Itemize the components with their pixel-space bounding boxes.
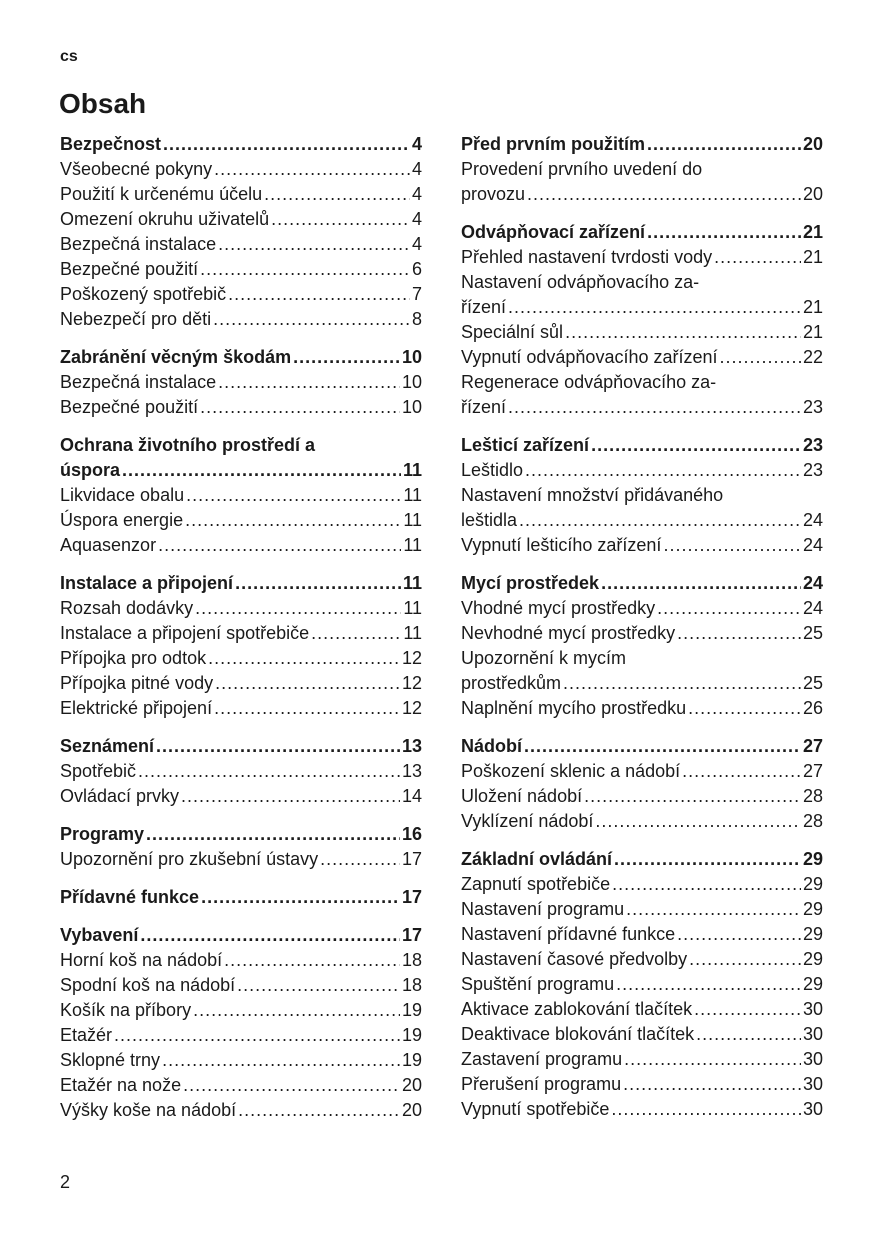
toc-entry[interactable] — [60, 646, 422, 671]
dot-leader — [140, 923, 400, 948]
dot-leader — [616, 972, 801, 997]
dot-leader — [626, 897, 801, 922]
toc-entry-page: 28 — [802, 811, 823, 831]
toc-entry-page: 19 — [401, 1000, 422, 1020]
toc-entry[interactable] — [461, 458, 823, 483]
toc-entry-label: Nastavení časové předvolby — [461, 949, 688, 969]
toc-entry-label: Instalace a připojení — [60, 573, 234, 593]
toc-entry-label: řízení — [461, 397, 507, 417]
toc-entry[interactable] — [60, 1023, 422, 1048]
toc-entry-page: 20 — [802, 134, 823, 154]
dot-leader — [271, 207, 410, 232]
toc-entry-page: 11 — [403, 623, 422, 643]
toc-entry-page: 30 — [802, 999, 823, 1019]
toc-entry-label: Horní koš na nádobí — [60, 950, 223, 970]
toc-entry-page: 6 — [411, 259, 422, 279]
dot-leader — [122, 458, 401, 483]
toc-entry-page: 11 — [403, 535, 422, 555]
toc-entry-label: Uložení nádobí — [461, 786, 583, 806]
toc-entry[interactable] — [461, 671, 823, 696]
toc-entry-page: 29 — [802, 974, 823, 994]
toc-entry[interactable] — [461, 295, 823, 320]
toc-entry[interactable] — [60, 621, 422, 646]
dot-leader — [595, 809, 801, 834]
dot-leader — [114, 1023, 400, 1048]
toc-section — [60, 734, 422, 809]
toc-section — [60, 923, 422, 1123]
toc-entry-label: Bezpečná instalace — [60, 372, 217, 392]
toc-entry[interactable] — [60, 1073, 422, 1098]
toc-entry[interactable] — [60, 182, 422, 207]
toc-entry-page: 18 — [401, 950, 422, 970]
dot-leader — [624, 1047, 801, 1072]
toc-entry[interactable] — [60, 307, 422, 332]
toc-entry-label: Vyklízení nádobí — [461, 811, 594, 831]
toc-entry-label: leštidla — [461, 510, 518, 530]
toc-entry[interactable] — [461, 621, 823, 646]
toc-entry-label: Aquasenzor — [60, 535, 157, 555]
toc-entry-page: 19 — [401, 1050, 422, 1070]
toc-entry-label: Přípojka pro odtok — [60, 648, 207, 668]
toc-entry-page: 11 — [403, 485, 422, 505]
toc-entry-page: 4 — [411, 209, 422, 229]
toc-entry-label: Přídavné funkce — [60, 887, 200, 907]
toc-section-heading-line: Ochrana životního prostředí a — [60, 435, 316, 455]
toc-entry-page: 30 — [802, 1049, 823, 1069]
toc-entry-label: Výšky koše na nádobí — [60, 1100, 237, 1120]
toc-entry-line: Regenerace odvápňovacího za- — [461, 372, 717, 392]
toc-entry[interactable] — [461, 1022, 823, 1047]
toc-entry-label: Spodní koš na nádobí — [60, 975, 236, 995]
dot-leader — [293, 345, 400, 370]
dot-leader — [647, 220, 801, 245]
toc-section — [461, 571, 823, 721]
toc-section — [461, 847, 823, 1122]
toc-entry[interactable] — [60, 157, 422, 182]
toc-entry-page: 10 — [401, 372, 422, 392]
toc-section-heading[interactable] — [60, 132, 422, 157]
toc-entry-page: 25 — [802, 623, 823, 643]
dot-leader — [611, 1097, 801, 1122]
toc-entry[interactable] — [60, 998, 422, 1023]
toc-entry-label: Bezpečné použití — [60, 397, 199, 417]
dot-leader — [215, 671, 400, 696]
toc-entry-label: Základní ovládání — [461, 849, 613, 869]
toc-entry-page: 28 — [802, 786, 823, 806]
dot-leader — [208, 646, 400, 671]
dot-leader — [181, 784, 400, 809]
toc-entry-label: prostředkům — [461, 673, 562, 693]
toc-entry[interactable] — [60, 257, 422, 282]
toc-entry-line: Nastavení množství přidávaného — [461, 485, 724, 505]
toc-entry-label: Aktivace zablokování tlačítek — [461, 999, 693, 1019]
toc-entry-page: 12 — [401, 698, 422, 718]
toc-entry[interactable] — [461, 182, 823, 207]
dot-leader — [186, 483, 401, 508]
toc-entry[interactable] — [461, 508, 823, 533]
toc-entry-label: Vhodné mycí prostředky — [461, 598, 656, 618]
toc-entry-label: Bezpečná instalace — [60, 234, 217, 254]
toc-entry-page: 4 — [411, 134, 422, 154]
toc-entry-page: 23 — [802, 435, 823, 455]
dot-leader — [264, 182, 410, 207]
toc-entry-label: Speciální sůl — [461, 322, 564, 342]
dot-leader — [218, 232, 410, 257]
toc-entry-page: 24 — [802, 535, 823, 555]
toc-entry-label: Vypnutí lešticího zařízení — [461, 535, 662, 555]
toc-entry-line: Nastavení odvápňovacího za- — [461, 272, 700, 292]
toc-entry-page: 11 — [402, 573, 422, 593]
dot-leader — [565, 320, 801, 345]
dot-leader — [235, 571, 401, 596]
toc-entry-label: Všeobecné pokyny — [60, 159, 213, 179]
toc-entry[interactable] — [60, 483, 422, 508]
dot-leader — [647, 132, 801, 157]
toc-entry-label: Leštidlo — [461, 460, 524, 480]
toc-entry-line: Upozornění k mycím — [461, 648, 627, 668]
toc-entry[interactable] — [461, 922, 823, 947]
dot-leader — [689, 947, 801, 972]
toc-entry-label: Zabránění věcným škodám — [60, 347, 292, 367]
dot-leader — [612, 872, 801, 897]
toc-entry-page: 25 — [802, 673, 823, 693]
toc-entry-page: 13 — [401, 761, 422, 781]
dot-leader — [614, 847, 801, 872]
toc-section-heading[interactable] — [60, 885, 422, 910]
toc-entry[interactable] — [60, 596, 422, 621]
toc-entry-label: Nebezpečí pro děti — [60, 309, 212, 329]
toc-entry[interactable] — [461, 596, 823, 621]
toc-entry-page: 30 — [802, 1099, 823, 1119]
dot-leader — [527, 182, 801, 207]
toc-entry-label: Košík na příbory — [60, 1000, 192, 1020]
toc-entry[interactable] — [60, 1048, 422, 1073]
toc-entry[interactable] — [60, 533, 422, 558]
toc-entry-label: Vybavení — [60, 925, 139, 945]
toc-entry-label: Přípojka pitné vody — [60, 673, 214, 693]
toc-entry-page: 10 — [401, 397, 422, 417]
dot-leader — [201, 885, 400, 910]
toc-entry[interactable] — [461, 872, 823, 897]
toc-entry[interactable] — [461, 947, 823, 972]
dot-leader — [657, 596, 801, 621]
toc-entry[interactable] — [60, 696, 422, 721]
dot-leader — [228, 282, 410, 307]
toc-entry-page: 22 — [802, 347, 823, 367]
dot-leader — [720, 345, 801, 370]
toc-entry[interactable] — [60, 948, 422, 973]
toc-entry-page: 30 — [802, 1074, 823, 1094]
dot-leader — [623, 1072, 801, 1097]
toc-entry-label: Lešticí zařízení — [461, 435, 590, 455]
toc-entry-page: 30 — [802, 1024, 823, 1044]
toc-entry-page: 27 — [802, 736, 823, 756]
toc-entry-page: 11 — [403, 598, 422, 618]
toc-entry[interactable] — [461, 759, 823, 784]
dot-leader — [601, 571, 801, 596]
toc-entry-page: 20 — [401, 1075, 422, 1095]
toc-entry-label: Nastavení přídavné funkce — [461, 924, 676, 944]
dot-leader — [591, 433, 801, 458]
dot-leader — [508, 295, 801, 320]
toc-entry-label: Bezpečnost — [60, 134, 162, 154]
toc-entry-page: 4 — [411, 159, 422, 179]
toc-entry-page: 4 — [411, 234, 422, 254]
toc-entry-page: 7 — [411, 284, 422, 304]
dot-leader — [677, 621, 801, 646]
toc-entry-page: 19 — [401, 1025, 422, 1045]
toc-entry-page: 12 — [401, 673, 422, 693]
toc-entry-label: Likvidace obalu — [60, 485, 185, 505]
dot-leader — [163, 132, 410, 157]
toc-entry-page: 17 — [401, 887, 422, 907]
toc-entry-page: 29 — [802, 874, 823, 894]
toc-section — [60, 571, 422, 721]
toc-entry[interactable] — [60, 207, 422, 232]
dot-leader — [677, 922, 801, 947]
toc-entry[interactable] — [60, 370, 422, 395]
dot-leader — [688, 696, 801, 721]
toc-entry-label: Mycí prostředek — [461, 573, 600, 593]
toc-entry-page: 24 — [802, 573, 823, 593]
toc-entry-label: Bezpečné použití — [60, 259, 199, 279]
toc-entry-label: řízení — [461, 297, 507, 317]
toc-entry-page: 24 — [802, 510, 823, 530]
toc-entry[interactable] — [461, 1097, 823, 1122]
toc-entry-label: Zastavení programu — [461, 1049, 623, 1069]
toc-section — [461, 132, 823, 207]
toc-entry-label: Před prvním použitím — [461, 134, 646, 154]
toc-entry-label: Nevhodné mycí prostředky — [461, 623, 676, 643]
toc-entry-page: 8 — [411, 309, 422, 329]
toc-section-heading[interactable] — [461, 220, 823, 245]
toc-entry[interactable] — [60, 847, 422, 872]
toc-section-heading[interactable] — [60, 345, 422, 370]
toc-section — [60, 433, 422, 558]
dot-leader — [663, 533, 801, 558]
toc-entry-label: Zapnutí spotřebiče — [461, 874, 611, 894]
toc-entry[interactable] — [461, 395, 823, 420]
toc-entry-label: provozu — [461, 184, 526, 204]
dot-leader — [714, 245, 801, 270]
dot-leader — [200, 257, 410, 282]
dot-leader — [584, 784, 801, 809]
toc-section-heading[interactable] — [60, 734, 422, 759]
toc-entry-label: Přerušení programu — [461, 1074, 622, 1094]
dot-leader — [237, 973, 400, 998]
toc-entry-label: Elektrické připojení — [60, 698, 213, 718]
toc-entry[interactable] — [461, 245, 823, 270]
toc-entry-label: Přehled nastavení tvrdosti vody — [461, 247, 713, 267]
toc-entry-label: Vypnutí odvápňovacího zařízení — [461, 347, 718, 367]
toc-section-heading[interactable] — [60, 923, 422, 948]
toc-entry-page: 26 — [802, 698, 823, 718]
dot-leader — [193, 998, 400, 1023]
toc-entry-page: 17 — [401, 925, 422, 945]
toc-entry[interactable] — [461, 897, 823, 922]
toc-section — [60, 885, 422, 910]
toc-section-heading[interactable] — [60, 571, 422, 596]
toc-entry-label: Spotřebič — [60, 761, 137, 781]
toc-entry[interactable] — [461, 809, 823, 834]
dot-leader — [200, 395, 400, 420]
dot-leader — [162, 1048, 400, 1073]
toc-section-heading[interactable] — [60, 822, 422, 847]
dot-leader — [156, 734, 400, 759]
toc-entry-page: 21 — [802, 322, 823, 342]
dot-leader — [524, 734, 801, 759]
dot-leader — [320, 847, 400, 872]
toc-entry-label: Upozornění pro zkušební ústavy — [60, 849, 319, 869]
toc-entry-label: Sklopné trny — [60, 1050, 161, 1070]
toc-section-heading[interactable] — [461, 571, 823, 596]
toc-entry-label: Etažér — [60, 1025, 113, 1045]
dot-leader — [213, 307, 410, 332]
dot-leader — [146, 822, 400, 847]
toc-entry[interactable] — [60, 395, 422, 420]
toc-entry-page: 29 — [802, 949, 823, 969]
dot-leader — [508, 395, 801, 420]
dot-leader — [218, 370, 400, 395]
dot-leader — [158, 533, 401, 558]
toc-section — [461, 433, 823, 558]
page-title: Obsah — [59, 88, 147, 119]
toc-entry-label: Ovládací prvky — [60, 786, 180, 806]
toc-entry-page: 11 — [403, 510, 422, 530]
toc-left-column — [60, 132, 422, 1136]
dot-leader — [183, 1073, 400, 1098]
toc-entry[interactable] — [60, 282, 422, 307]
toc-entry-label: Použití k určenému účelu — [60, 184, 263, 204]
dot-leader — [682, 759, 801, 784]
toc-entry-label: Spuštění programu — [461, 974, 615, 994]
dot-leader — [311, 621, 401, 646]
dot-leader — [214, 157, 410, 182]
toc-section — [60, 132, 422, 332]
toc-entry-page: 11 — [402, 460, 422, 480]
toc-entry[interactable] — [60, 671, 422, 696]
toc-section-heading[interactable] — [461, 847, 823, 872]
toc-entry-page: 4 — [411, 184, 422, 204]
toc-entry-page: 21 — [802, 297, 823, 317]
toc-entry-page: 10 — [401, 347, 422, 367]
toc-entry[interactable] — [60, 508, 422, 533]
toc-entry-label: Úspora energie — [60, 510, 184, 530]
toc-entry-page: 29 — [802, 924, 823, 944]
toc-entry-label: úspora — [60, 460, 121, 480]
toc-entry-page: 12 — [401, 648, 422, 668]
dot-leader — [525, 458, 801, 483]
toc-entry-label: Programy — [60, 824, 145, 844]
toc-section — [461, 734, 823, 834]
toc-entry-label: Etažér na nože — [60, 1075, 182, 1095]
toc-entry-page: 17 — [401, 849, 422, 869]
toc-entry[interactable] — [461, 1072, 823, 1097]
toc-section-heading[interactable] — [461, 433, 823, 458]
dot-leader — [224, 948, 400, 973]
toc-entry[interactable] — [60, 759, 422, 784]
dot-leader — [185, 508, 401, 533]
toc-entry-label: Rozsah dodávky — [60, 598, 194, 618]
toc-entry[interactable] — [461, 997, 823, 1022]
toc-entry[interactable] — [461, 784, 823, 809]
toc-entry[interactable] — [60, 232, 422, 257]
toc-entry-page: 23 — [802, 460, 823, 480]
toc-entry-label: Deaktivace blokování tlačítek — [461, 1024, 695, 1044]
toc-entry-label: Nastavení programu — [461, 899, 625, 919]
toc-section-heading[interactable] — [60, 458, 422, 483]
toc-entry-label: Seznámení — [60, 736, 155, 756]
toc-entry-page: 18 — [401, 975, 422, 995]
dot-leader — [696, 1022, 801, 1047]
toc-entry[interactable] — [60, 1098, 422, 1123]
dot-leader — [214, 696, 400, 721]
toc-entry-page: 24 — [802, 598, 823, 618]
toc-entry[interactable] — [461, 320, 823, 345]
toc-entry-page: 21 — [802, 222, 823, 242]
toc-entry[interactable] — [461, 1047, 823, 1072]
toc-section — [461, 220, 823, 420]
toc-entry[interactable] — [60, 784, 422, 809]
toc-entry[interactable] — [461, 972, 823, 997]
language-code: cs — [60, 48, 78, 65]
toc-entry-label: Vypnutí spotřebiče — [461, 1099, 610, 1119]
toc-entry-label: Omezení okruhu uživatelů — [60, 209, 270, 229]
dot-leader — [138, 759, 400, 784]
dot-leader — [238, 1098, 400, 1123]
toc-entry-page: 20 — [401, 1100, 422, 1120]
toc-entry-page: 14 — [401, 786, 422, 806]
dot-leader — [694, 997, 801, 1022]
toc-entry-page: 16 — [401, 824, 422, 844]
toc-entry-label: Poškození sklenic a nádobí — [461, 761, 681, 781]
toc-entry-page: 27 — [802, 761, 823, 781]
page-number: 2 — [60, 1172, 71, 1192]
toc-section-heading[interactable] — [461, 734, 823, 759]
toc-entry-page: 29 — [802, 899, 823, 919]
toc-entry-label: Instalace a připojení spotřebiče — [60, 623, 310, 643]
toc-entry-line: Provedení prvního uvedení do — [461, 159, 703, 179]
toc-entry-page: 20 — [802, 184, 823, 204]
toc-entry[interactable] — [461, 345, 823, 370]
toc-entry-label: Naplnění mycího prostředku — [461, 698, 687, 718]
toc-entry[interactable] — [461, 696, 823, 721]
toc-entry-label: Poškozený spotřebič — [60, 284, 227, 304]
toc-section — [60, 822, 422, 872]
toc-right-column — [461, 132, 823, 1135]
toc-entry-label: Nádobí — [461, 736, 522, 756]
toc-section-heading[interactable] — [461, 132, 823, 157]
toc-entry[interactable] — [461, 533, 823, 558]
toc-entry-label: Odvápňovací zařízení — [461, 222, 646, 242]
toc-entry-page: 13 — [401, 736, 422, 756]
toc-entry-page: 21 — [802, 247, 823, 267]
toc-entry[interactable] — [60, 973, 422, 998]
toc-entry-page: 23 — [802, 397, 823, 417]
toc-section — [60, 345, 422, 420]
dot-leader — [195, 596, 401, 621]
dot-leader — [563, 671, 801, 696]
dot-leader — [519, 508, 801, 533]
toc-entry-page: 29 — [802, 849, 823, 869]
